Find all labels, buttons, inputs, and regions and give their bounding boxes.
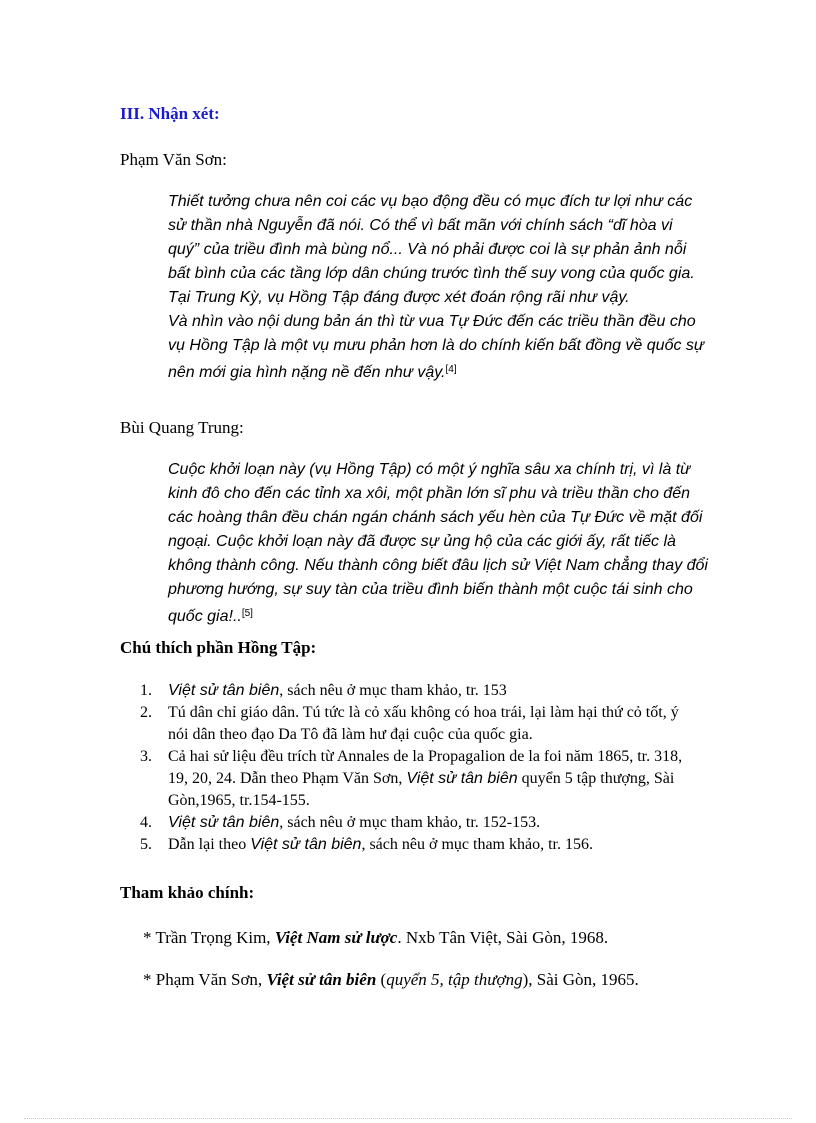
reference-title: Việt Nam sử lược bbox=[274, 928, 398, 947]
references-title: Tham khảo chính: bbox=[120, 883, 255, 902]
note-text: Cả hai sử liệu đều trích từ Annales de la Propagalion de la foi năm 1865, tr. 318, 19, 20, 24. Dẫn theo Phạm Văn Sơn, bbox=[168, 748, 683, 787]
author-label-2: Bùi Quang Trung: bbox=[120, 418, 244, 437]
note-book-title: Việt sử tân biên bbox=[406, 770, 518, 787]
footnote-ref-4[interactable]: [4] bbox=[445, 364, 457, 375]
note-text: Tú dân chỉ giáo dân. Tú tức là cỏ xấu không có hoa trái, lại làm hại thứ cỏ tốt, ý nói dân theo đạo Da Tô đã làm hư đại cuộc của quốc gia. bbox=[168, 704, 679, 743]
notes-list bbox=[140, 680, 700, 856]
reference-author: Trần Trọng Kim, bbox=[151, 928, 275, 947]
note-item-5 bbox=[140, 834, 700, 856]
quote-block-1 bbox=[168, 190, 708, 385]
quote-1-paragraph-1: Thiết tưởng chưa nên coi các vụ bạo động đều có mục đích tư lợi như các sử thần nhà Nguyễn đã nói. Có thể vì bất mãn với chính sách “dĩ hòa vi quý” của triều đình mà bùng nổ... Và nó phải được coi là sự phản ảnh nỗi bất bình của các tầng lớp dân chúng trước tình thế suy vong của quốc gia. Tại Trung Kỳ, vụ Hồng Tập đáng được xét đoán rộng rãi như vậy. bbox=[168, 193, 695, 306]
footnote-ref-5[interactable]: [5] bbox=[241, 608, 253, 619]
note-book-title: Việt sử tân biên bbox=[250, 836, 362, 853]
note-number: 1. bbox=[140, 682, 152, 699]
note-number: 4. bbox=[140, 814, 152, 831]
reference-publisher: . Nxb Tân Việt, Sài Gòn, 1968. bbox=[397, 928, 609, 947]
note-text: , sách nêu ở mục tham khảo, tr. 156. bbox=[361, 836, 593, 853]
page-bottom-divider bbox=[24, 1118, 792, 1119]
author-label-1: Phạm Văn Sơn: bbox=[120, 150, 227, 169]
reference-author: Phạm Văn Sơn, bbox=[151, 970, 267, 989]
quote-1-paragraph-2-text: Và nhìn vào nội dung bản án thì từ vua Tự Đức đến các triều thần đều cho vụ Hồng Tập là một vụ mưu phản hơn là do chính kiến bất đồng về quốc sự nên mới gia hình nặng nề đến như vậy. bbox=[168, 313, 705, 381]
reference-item-1 bbox=[143, 928, 608, 948]
reference-bullet: * bbox=[143, 970, 152, 989]
quote-2-text: Cuộc khởi loạn này (vụ Hồng Tập) có một ý nghĩa sâu xa chính trị, vì là từ kinh đô cho đến các tỉnh xa xôi, một phần lớn sĩ phu và triều thần cho đến các hoàng thân đều chán ngán chánh sách yếu hèn của Tự Đức về mặt đối ngoại. Cuộc khởi loạn này đã được sự ủng hộ của các giới ấy, rất tiếc là không thành công. Nếu thành công biết đâu lịch sử Việt Nam chẳng thay đổi phương hướng, sự suy tàn của triều đình biến thành một cuộc tái sinh cho quốc gia!.. bbox=[168, 461, 708, 625]
note-item-2 bbox=[140, 702, 700, 746]
note-text: , sách nêu ở mục tham khảo, tr. 152-153. bbox=[279, 814, 541, 831]
note-number: 5. bbox=[140, 836, 152, 853]
note-text-continued: quyển 5 tập thượng, Sài Gòn,1965, tr.154-155. bbox=[168, 770, 675, 809]
note-book-title: Việt sử tân biên bbox=[168, 814, 280, 831]
reference-publisher: ), Sài Gòn, 1965. bbox=[522, 970, 639, 989]
note-number: 3. bbox=[140, 748, 152, 765]
quote-1-paragraph-2 bbox=[168, 310, 708, 385]
note-book-title: Việt sử tân biên bbox=[168, 682, 280, 699]
section-heading: III. Nhận xét: bbox=[120, 104, 220, 123]
note-item-1 bbox=[140, 680, 700, 702]
reference-paren-open: ( bbox=[376, 970, 387, 989]
quote-block-2 bbox=[168, 458, 708, 629]
reference-volume: quyển 5, tập thượng bbox=[386, 970, 523, 989]
note-number: 2. bbox=[140, 704, 152, 721]
note-item-3 bbox=[140, 746, 700, 812]
quote-2-paragraph bbox=[168, 458, 708, 629]
note-text-prefix: Dẫn lại theo bbox=[168, 836, 251, 853]
note-text: , sách nêu ở mục tham khảo, tr. 153 bbox=[279, 682, 507, 699]
reference-bullet: * bbox=[143, 928, 152, 947]
notes-title: Chú thích phần Hồng Tập: bbox=[120, 638, 317, 657]
note-item-4 bbox=[140, 812, 700, 834]
reference-title: Việt sử tân biên bbox=[266, 970, 377, 989]
reference-item-2 bbox=[143, 970, 639, 990]
